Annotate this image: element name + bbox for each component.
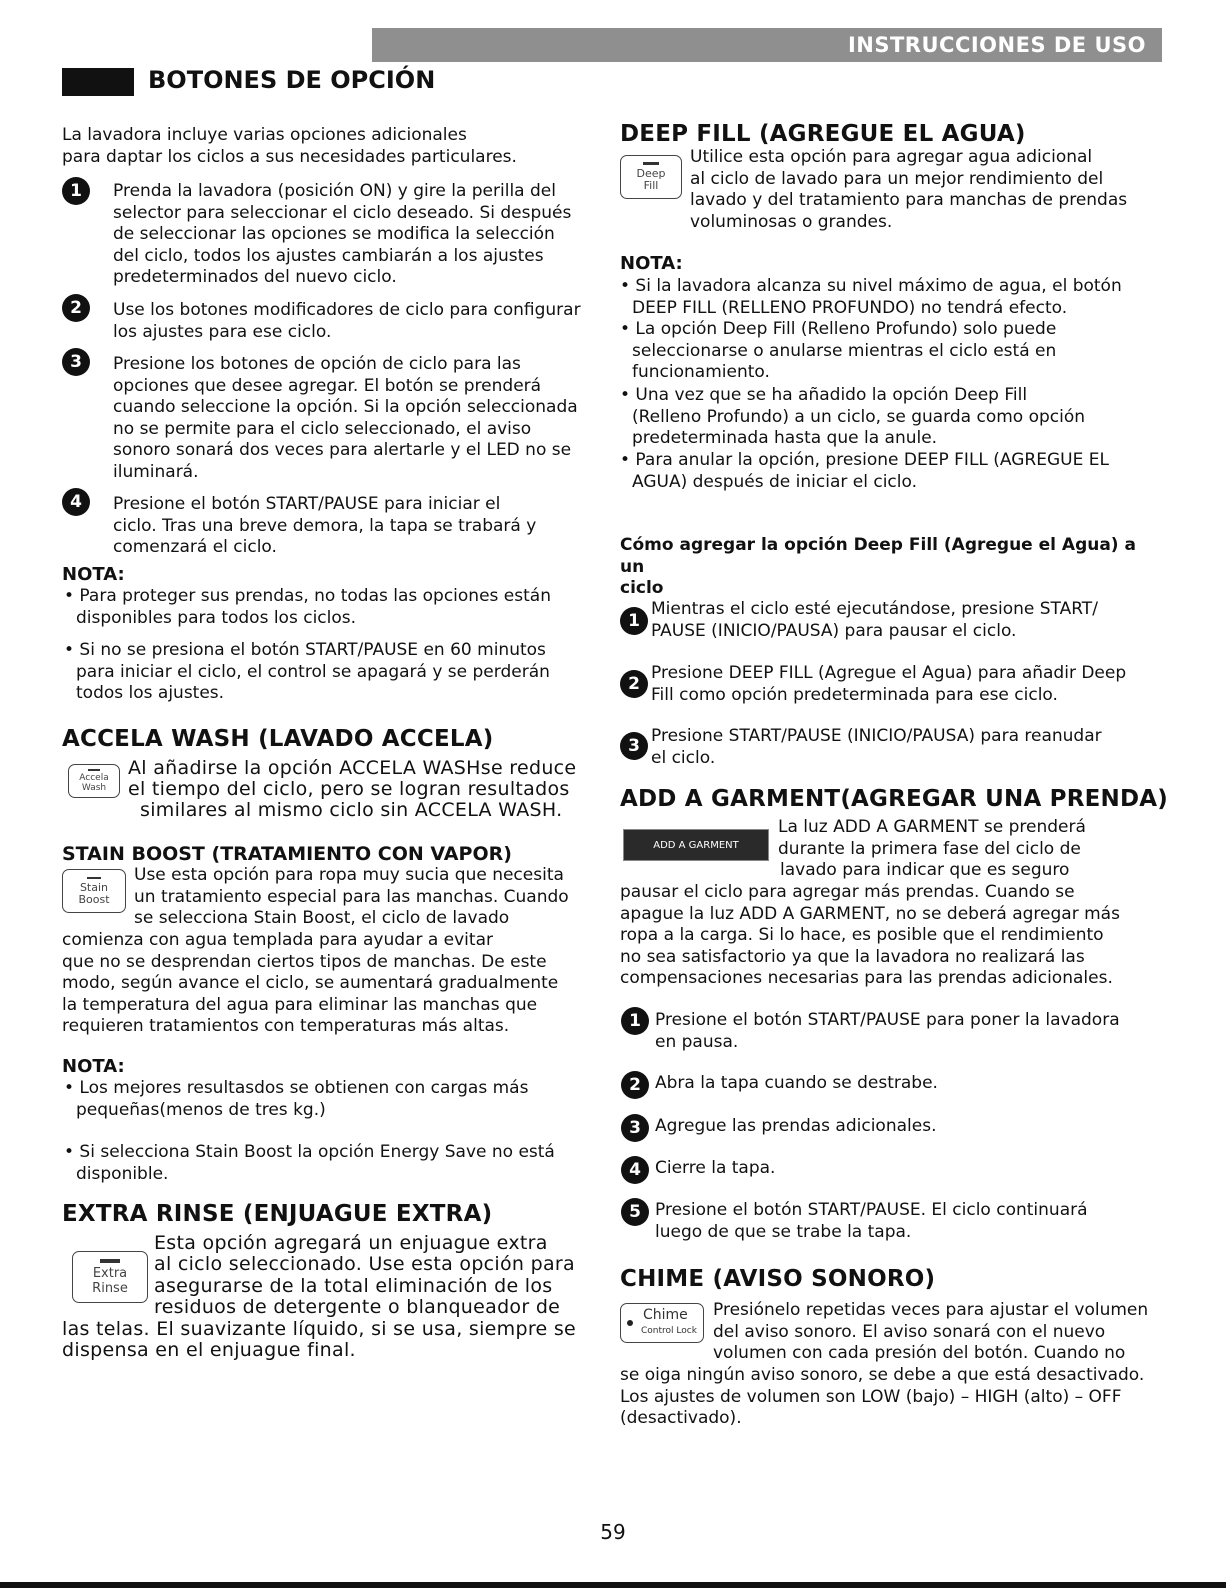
step-number: 1 [62,177,90,205]
step-number: 4 [621,1156,649,1184]
chime-label: Chime [643,1307,688,1323]
stain-text-bottom: comienza con agua templada para ayudar a evitar que no se desprendan ciertos tipos de manchas. De este modo, según avance el ciclo, se aumentará gradualmente la temperatura del agua para eliminar las manchas que requieren tratamientos con temperaturas más altas. [62,930,559,1037]
note-label: NOTA: [62,1056,125,1077]
stain-text-top: Use esta opción para ropa muy sucia que necesita un tratamiento especial para las manchas. Cuando se selecciona Stain Boost, el ciclo de lavado [134,865,569,929]
step-text: Cierre la tapa. [655,1158,776,1178]
rinse-text-bottom: las telas. El suavizante líquido, si se usa, siempre se dispensa en el enjuague final. [62,1318,577,1362]
rinse-text-top: Esta opción agregará un enjuague extra al ciclo seleccionado. Use esta opción para asegurarse de la total eliminación de los residuos de detergente o blanqueador de [154,1232,575,1319]
accela-title: ACCELA WASH (LAVADO ACCELA) [62,726,494,752]
step-text: Presione el botón START/PAUSE. El ciclo continuará luego de que se trabe la tapa. [655,1200,1088,1242]
section-marker [62,68,134,96]
step-number: 5 [621,1198,649,1226]
step-text: Presione los botones de opción de ciclo para las opciones que desee agregar. El botón se prenderá cuando seleccione la opción. Si la opción seleccionada no se permite para el ciclo seleccionado, el aviso sonoro sonará dos veces para alertarle y el LED no se iluminará. [113,354,578,482]
extra-rinse-button: Extra Rinse [72,1251,148,1303]
accela-text: Al añadirse la opción ACCELA WASHse reduce el tiempo del ciclo, pero se logran resultados similares al mismo ciclo sin ACCELA WASH. [128,757,577,821]
step-number: 2 [621,1071,649,1099]
add-garment-title: ADD A GARMENT(AGREGAR UNA PRENDA) [620,786,1168,812]
step-text: Abra la tapa cuando se destrabe. [655,1073,938,1093]
note-bullet: • Si la lavadora alcanza su nivel máximo de agua, el botón DEEP FILL (RELLENO PROFUNDO) no tendrá efecto. [620,276,1122,318]
stain-title: STAIN BOOST (TRATAMIENTO CON VAPOR) [62,843,512,865]
step-text: Presione el botón START/PAUSE para iniciar el ciclo. Tras una breve demora, la tapa se trabará y comenzará el ciclo. [113,494,537,558]
chime-text-top: Presiónelo repetidas veces para ajustar el volumen del aviso sonoro. El aviso sonará con el nuevo volumen con cada presión del botón. Cuando no [713,1300,1149,1364]
note-label: NOTA: [620,253,683,274]
step-text: Presione DEEP FILL (Agregue el Agua) para añadir Deep Fill como opción predeterminada para ese ciclo. [651,663,1127,705]
step-text: Presione el botón START/PAUSE para poner la lavadora en pausa. [655,1010,1120,1052]
page-number: 59 [600,1520,626,1544]
how-to-title: Cómo agregar la opción Deep Fill (Agregue el Agua) a un ciclo [620,535,1136,599]
stain-boost-button: Stain Boost [62,869,126,913]
deep-fill-button: Deep Fill [620,155,682,199]
chime-title: CHIME (AVISO SONORO) [620,1266,936,1292]
note-bullet: • La opción Deep Fill (Relleno Profundo) solo puede seleccionarse o anularse mientras el ciclo está en funcionamiento. [620,319,1057,383]
note-bullet: • Una vez que se ha añadido la opción Deep Fill (Relleno Profundo) a un ciclo, se guarda como opción predeterminada hasta que la anule. [620,385,1086,449]
deep-fill-text: Utilice esta opción para agregar agua adicional al ciclo de lavado para un mejor rendimiento del lavado y del tratamiento para manchas de prendas voluminosas o grandes. [690,147,1128,232]
step-number: 3 [621,1114,649,1142]
intro-text: La lavadora incluye varias opciones adicionales para daptar los ciclos a sus necesidades particulares. [62,125,517,167]
note-label: NOTA: [62,564,125,585]
step-text: Use los botones modificadores de ciclo para configurar los ajustes para ese ciclo. [113,300,581,342]
step-text: Mientras el ciclo esté ejecutándose, presione START/ PAUSE (INICIO/PAUSA) para pausar el ciclo. [651,599,1098,641]
step-text: Prenda la lavadora (posición ON) y gire la perilla del selector para seleccionar el ciclo deseado. Si después de seleccionar las opciones se modifica la selección del ciclo, todos los ajustes cambiarán a los ajustes predeterminados del nuevo ciclo. [113,181,572,288]
rinse-title: EXTRA RINSE (ENJUAGUE EXTRA) [62,1201,493,1227]
step-number: 2 [620,670,648,698]
step-number: 2 [62,294,90,322]
garment-text-top: La luz ADD A GARMENT se prenderá durante la primera fase del ciclo de lavado para indicar que es seguro [778,817,1086,881]
step-number: 4 [62,488,90,516]
control-lock-label: Control Lock [641,1326,697,1336]
bottom-rule [0,1582,1226,1588]
step-number: 1 [620,607,648,635]
header-title: INSTRUCCIONES DE USO [847,33,1146,57]
note-bullet: • Para anular la opción, presione DEEP FILL (AGREGUE EL AGUA) después de iniciar el ciclo. [620,450,1109,492]
step-number: 3 [62,348,90,376]
note-bullet: • Los mejores resultasdos se obtienen con cargas más pequeñas(menos de tres kg.) [64,1078,529,1120]
deep-fill-title: DEEP FILL (AGREGUE EL AGUA) [620,121,1026,147]
chime-text-bottom: se oiga ningún aviso sonoro, se debe a que está desactivado. Los ajustes de volumen son LOW (bajo) – HIGH (alto) – OFF (desactivado). [620,1365,1145,1429]
note-bullet: • Si selecciona Stain Boost la opción Energy Save no está disponible. [64,1142,555,1184]
chime-indicator-dot [627,1320,633,1326]
section-title: BOTONES DE OPCIÓN [148,66,436,94]
step-text: Presione START/PAUSE (INICIO/PAUSA) para reanudar el ciclo. [651,726,1102,768]
add-a-garment-button: ADD A GARMENT [623,829,769,861]
garment-text-bottom: pausar el ciclo para agregar más prendas. Cuando se apague la luz ADD A GARMENT, no se deberá agregar más ropa a la carga. Si lo hace, es posible que el rendimiento no sea satisfactorio ya que la lavadora no realizará las compensaciones necesarias para las prendas adicionales. [620,882,1120,989]
note-bullet: • Si no se presiona el botón START/PAUSE en 60 minutos para iniciar el ciclo, el control se apagará y se perderán todos los ajustes. [64,640,550,704]
step-number: 3 [620,732,648,760]
note-bullet: • Para proteger sus prendas, no todas las opciones están disponibles para todos los ciclos. [64,586,551,628]
accela-wash-button: Accela Wash [68,764,120,798]
step-number: 1 [621,1007,649,1035]
chime-button [620,1303,704,1343]
step-text: Agregue las prendas adicionales. [655,1116,937,1136]
